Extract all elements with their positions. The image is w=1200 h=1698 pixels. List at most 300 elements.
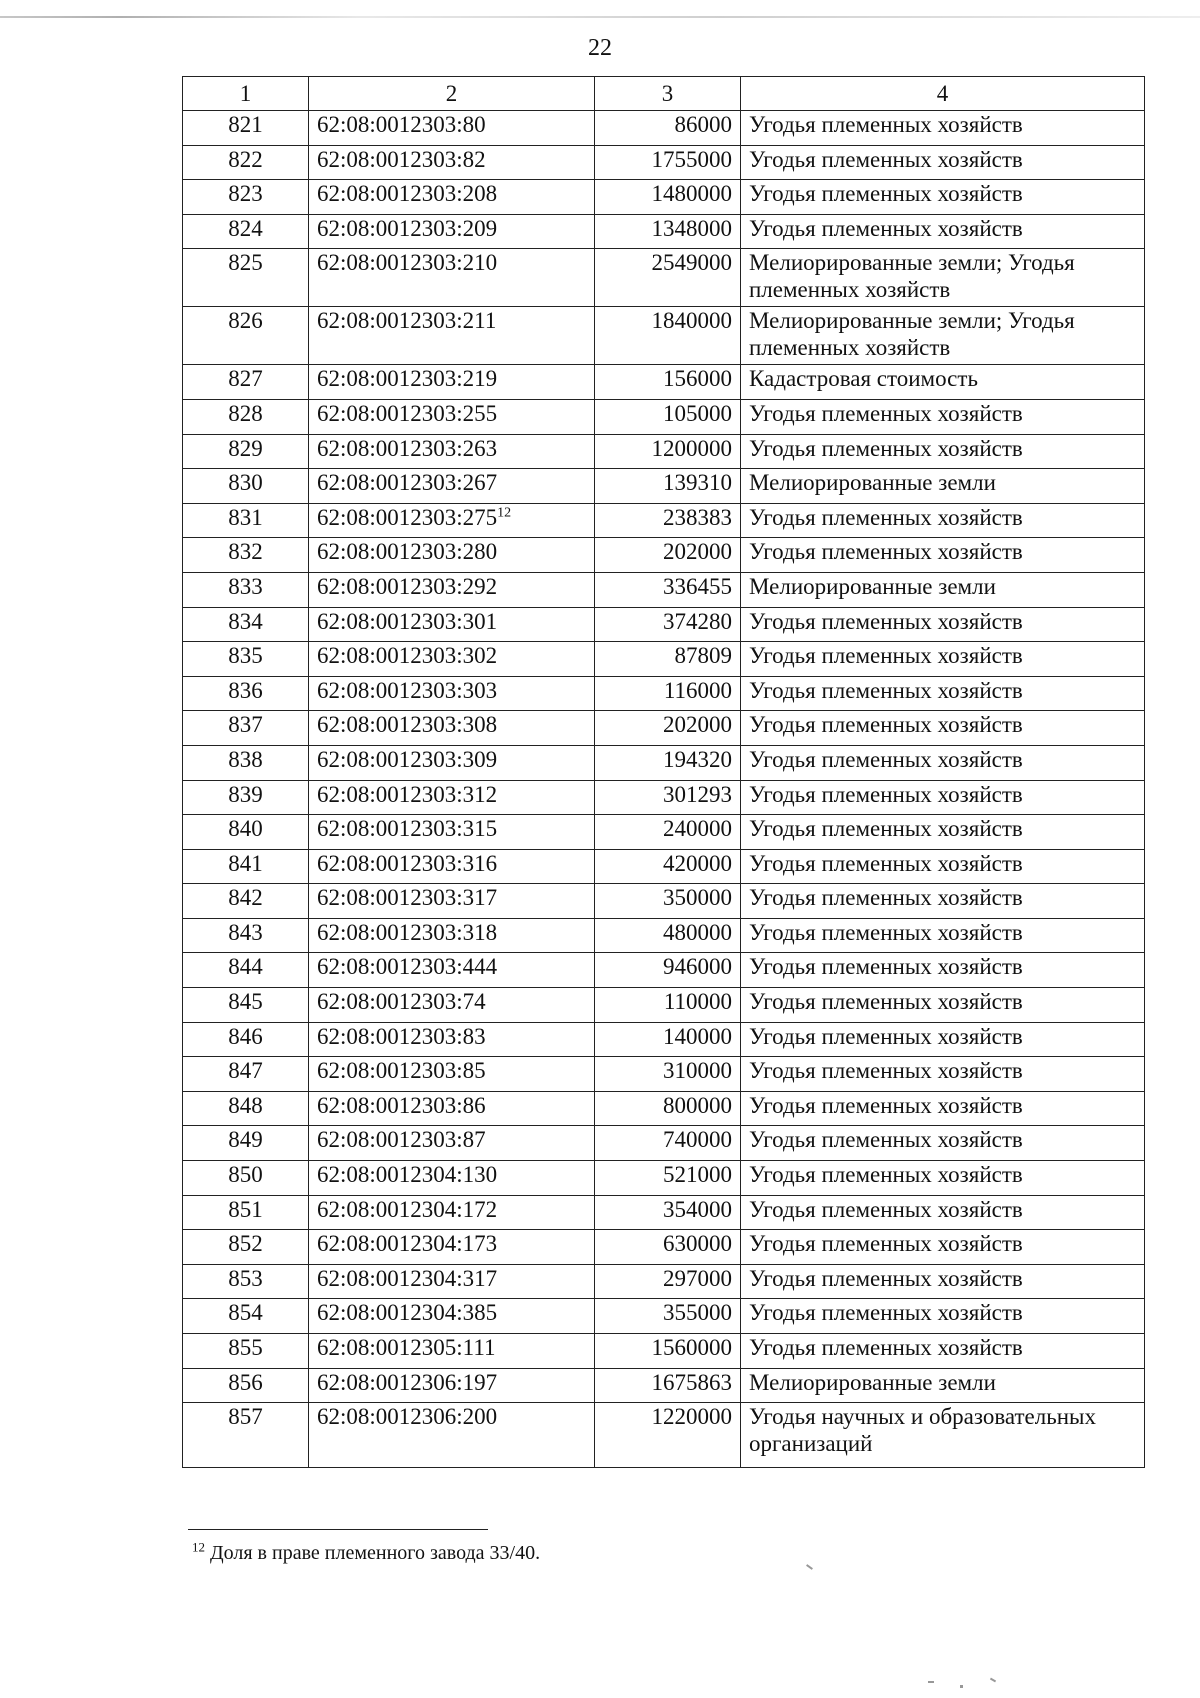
land-category bbox=[741, 918, 1145, 953]
cadastral-number bbox=[309, 676, 595, 711]
land-category-text: Угодья племенных хозяйств bbox=[749, 677, 1023, 703]
cadastral-number-text: 62:08:0012303:83 bbox=[317, 1023, 486, 1049]
land-category bbox=[741, 607, 1145, 642]
cadastral-number-text: 62:08:0012303:210 bbox=[317, 250, 498, 276]
cadastral-value-text: 105000 bbox=[663, 400, 732, 426]
cadastral-value bbox=[595, 918, 741, 953]
land-category-text: Угодья племенных хозяйств bbox=[749, 435, 1023, 461]
cadastral-value bbox=[595, 1230, 741, 1265]
cadastral-number-text: 62:08:0012306:200 bbox=[317, 1404, 498, 1430]
row-number bbox=[183, 711, 309, 746]
cadastral-value bbox=[595, 249, 741, 307]
table-body bbox=[183, 111, 1145, 1468]
page-number: 22 bbox=[588, 35, 612, 61]
cadastral-number bbox=[309, 434, 595, 469]
row-number-text: 844 bbox=[228, 954, 263, 980]
land-category bbox=[741, 884, 1145, 919]
cadastral-number bbox=[309, 249, 595, 307]
row-number-text: 821 bbox=[228, 112, 263, 137]
cadastral-number-text: 62:08:0012303:280 bbox=[317, 539, 498, 565]
cadastral-number bbox=[309, 1161, 595, 1196]
scan-speck bbox=[990, 1678, 996, 1683]
cadastral-value-text: 374280 bbox=[663, 608, 732, 634]
cadastral-value bbox=[595, 676, 741, 711]
land-category bbox=[741, 1091, 1145, 1126]
cadastral-number-text: 62:08:0012303:80 bbox=[317, 112, 486, 137]
row-number-text: 848 bbox=[228, 1092, 263, 1118]
cadastral-value-text: 630000 bbox=[663, 1231, 732, 1257]
cadastral-value bbox=[595, 953, 741, 988]
cadastral-value-text: 139310 bbox=[663, 470, 732, 496]
table-row bbox=[183, 307, 1145, 365]
footnote-text: Доля в праве племенного завода 33/40. bbox=[205, 1542, 541, 1564]
land-category-text: Мелиорированные земли bbox=[749, 1369, 996, 1395]
cadastral-number-text: 62:08:0012303:82 bbox=[317, 146, 486, 172]
cadastral-value-text: 194320 bbox=[663, 746, 732, 772]
land-category-text: Угодья племенных хозяйств bbox=[749, 1127, 1023, 1153]
land-category bbox=[741, 745, 1145, 780]
cadastral-number-text: 62:08:0012303:309 bbox=[317, 746, 498, 772]
land-category-text: Угодья племенных хозяйств bbox=[749, 781, 1023, 807]
table-row bbox=[183, 1161, 1145, 1196]
cadastral-value bbox=[595, 1057, 741, 1092]
row-number bbox=[183, 180, 309, 215]
row-number-text: 837 bbox=[228, 712, 263, 738]
cadastral-number bbox=[309, 607, 595, 642]
table-row bbox=[183, 399, 1145, 434]
land-category bbox=[741, 642, 1145, 677]
land-category-text: Угодья племенных хозяйств bbox=[749, 850, 1023, 876]
cadastral-number bbox=[309, 884, 595, 919]
cadastral-value-text: 1200000 bbox=[651, 435, 732, 461]
land-category bbox=[741, 1195, 1145, 1230]
table-row bbox=[183, 365, 1145, 400]
cadastral-value-text: 800000 bbox=[663, 1092, 732, 1118]
table-row bbox=[183, 918, 1145, 953]
land-category bbox=[741, 1126, 1145, 1161]
scan-speck bbox=[806, 1564, 813, 1570]
cadastral-value-text: 202000 bbox=[663, 539, 732, 565]
land-category-text: Угодья племенных хозяйств bbox=[749, 1265, 1023, 1291]
cadastral-value-text: 238383 bbox=[663, 504, 732, 530]
cadastral-value bbox=[595, 307, 741, 365]
row-number-text: 841 bbox=[228, 850, 263, 876]
land-category-text: Угодья племенных хозяйств bbox=[749, 1058, 1023, 1084]
cadastral-number-text: 62:08:0012304:173 bbox=[317, 1231, 498, 1257]
cadastral-number bbox=[309, 1403, 595, 1468]
cadastral-value bbox=[595, 145, 741, 180]
cadastral-number-text: 62:08:0012303:87 bbox=[317, 1127, 486, 1153]
row-number bbox=[183, 676, 309, 711]
row-number bbox=[183, 469, 309, 504]
cadastral-value bbox=[595, 711, 741, 746]
row-number bbox=[183, 1022, 309, 1057]
cadastral-value bbox=[595, 572, 741, 607]
footnote-separator bbox=[188, 1529, 488, 1530]
row-number-text: 826 bbox=[228, 308, 263, 334]
cadastral-number-text: 62:08:0012303:263 bbox=[317, 435, 498, 461]
table-row bbox=[183, 1091, 1145, 1126]
land-category-text: Мелиорированные земли; Угодья племенных хозяйств bbox=[749, 308, 1075, 361]
cadastral-number-text: 62:08:0012303:303 bbox=[317, 677, 498, 703]
table-row bbox=[183, 1126, 1145, 1161]
row-number-text: 822 bbox=[228, 146, 263, 172]
land-category-text: Угодья племенных хозяйств bbox=[749, 146, 1023, 172]
cadastral-number bbox=[309, 1022, 595, 1057]
table-row bbox=[183, 1195, 1145, 1230]
cadastral-number bbox=[309, 1299, 595, 1334]
land-category bbox=[741, 1230, 1145, 1265]
land-category bbox=[741, 1057, 1145, 1092]
land-category-text: Мелиорированные земли; Угодья племенных хозяйств bbox=[749, 250, 1075, 303]
row-number bbox=[183, 111, 309, 146]
cadastral-value bbox=[595, 538, 741, 573]
land-category-text: Угодья племенных хозяйств bbox=[749, 885, 1023, 911]
row-number bbox=[183, 145, 309, 180]
land-category bbox=[741, 180, 1145, 215]
row-number-text: 830 bbox=[228, 470, 263, 496]
land-category-text: Угодья племенных хозяйств bbox=[749, 712, 1023, 738]
row-number-text: 835 bbox=[228, 643, 263, 669]
land-category bbox=[741, 111, 1145, 146]
cadastral-number-text: 62:08:0012303:308 bbox=[317, 712, 498, 738]
cadastral-value-text: 86000 bbox=[674, 112, 732, 137]
land-category-text: Угодья племенных хозяйств bbox=[749, 539, 1023, 565]
row-number bbox=[183, 1334, 309, 1369]
cadastral-value-text: 480000 bbox=[663, 919, 732, 945]
table-row bbox=[183, 1299, 1145, 1334]
cadastral-number bbox=[309, 1091, 595, 1126]
row-number-text: 843 bbox=[228, 919, 263, 945]
cadastral-number bbox=[309, 503, 595, 538]
land-category bbox=[741, 1022, 1145, 1057]
land-category bbox=[741, 676, 1145, 711]
land-category-text: Угодья племенных хозяйств bbox=[749, 1335, 1023, 1360]
cadastral-number bbox=[309, 307, 595, 365]
land-category-text: Угодья племенных хозяйств bbox=[749, 504, 1023, 530]
cadastral-number-text: 62:08:0012303:86 bbox=[317, 1092, 486, 1118]
cadastral-number-text: 62:08:0012303:219 bbox=[317, 366, 498, 392]
land-category bbox=[741, 780, 1145, 815]
row-number bbox=[183, 607, 309, 642]
cadastral-number-text: 62:08:0012304:130 bbox=[317, 1162, 498, 1188]
row-number-text: 828 bbox=[228, 400, 263, 426]
land-category-text: Мелиорированные земли bbox=[749, 470, 996, 496]
cadastral-value bbox=[595, 1403, 741, 1468]
land-category bbox=[741, 214, 1145, 249]
row-number bbox=[183, 1299, 309, 1334]
cadastral-value bbox=[595, 1091, 741, 1126]
row-number bbox=[183, 849, 309, 884]
table-row bbox=[183, 1022, 1145, 1057]
row-number-text: 838 bbox=[228, 746, 263, 772]
land-category-text: Угодья племенных хозяйств bbox=[749, 112, 1023, 137]
land-category bbox=[741, 1334, 1145, 1369]
cadastral-value-text: 521000 bbox=[663, 1162, 732, 1188]
row-number bbox=[183, 1403, 309, 1468]
row-number-text: 851 bbox=[228, 1196, 263, 1222]
table-row bbox=[183, 180, 1145, 215]
table-row bbox=[183, 249, 1145, 307]
cadastral-value bbox=[595, 745, 741, 780]
cadastral-number-text: 62:08:0012303:208 bbox=[317, 181, 498, 207]
row-number bbox=[183, 1264, 309, 1299]
cadastral-number bbox=[309, 849, 595, 884]
land-category bbox=[741, 1299, 1145, 1334]
scan-edge-line bbox=[0, 16, 1200, 18]
table-row bbox=[183, 1264, 1145, 1299]
land-category-text: Угодья племенных хозяйств bbox=[749, 1300, 1023, 1326]
footnote bbox=[192, 1540, 540, 1566]
cadastral-number-text: 62:08:0012303:74 bbox=[317, 989, 486, 1015]
row-number bbox=[183, 249, 309, 307]
cadastral-number-text: 62:08:0012303:302 bbox=[317, 643, 498, 669]
table-row bbox=[183, 1368, 1145, 1403]
cadastral-number-text: 62:08:0012303:301 bbox=[317, 608, 498, 634]
land-category-text: Угодья племенных хозяйств bbox=[749, 608, 1023, 634]
cadastral-number bbox=[309, 780, 595, 815]
cadastral-value-text: 116000 bbox=[663, 677, 732, 703]
table-row bbox=[183, 953, 1145, 988]
cadastral-number bbox=[309, 745, 595, 780]
row-number-text: 846 bbox=[228, 1023, 263, 1049]
cadastral-value bbox=[595, 1334, 741, 1369]
cadastral-value-text: 946000 bbox=[663, 954, 732, 980]
column-header-1: 1 bbox=[183, 77, 309, 111]
land-category-text: Кадастровая стоимость bbox=[749, 366, 978, 392]
row-number-text: 823 bbox=[228, 181, 263, 207]
row-number bbox=[183, 815, 309, 850]
row-number-text: 824 bbox=[228, 215, 263, 241]
cadastral-number bbox=[309, 1368, 595, 1403]
cadastral-value-text: 297000 bbox=[663, 1265, 732, 1291]
cadastral-value-text: 156000 bbox=[663, 366, 732, 392]
cadastral-value-text: 1675863 bbox=[651, 1369, 732, 1395]
row-number-text: 825 bbox=[228, 250, 263, 276]
cadastral-number-text: 62:08:0012303:318 bbox=[317, 919, 498, 945]
cadastral-value-text: 1560000 bbox=[651, 1335, 732, 1360]
cadastral-number bbox=[309, 953, 595, 988]
cadastral-value bbox=[595, 365, 741, 400]
table-row bbox=[183, 434, 1145, 469]
land-category bbox=[741, 711, 1145, 746]
cadastral-number-text: 62:08:0012305:111 bbox=[317, 1335, 496, 1360]
cadastral-number bbox=[309, 918, 595, 953]
row-number bbox=[183, 988, 309, 1023]
land-category-text: Угодья племенных хозяйств bbox=[749, 746, 1023, 772]
cadastral-value bbox=[595, 1161, 741, 1196]
cadastral-value bbox=[595, 1195, 741, 1230]
cadastral-value bbox=[595, 1299, 741, 1334]
cadastral-value-text: 240000 bbox=[663, 816, 732, 842]
land-category-text: Угодья племенных хозяйств bbox=[749, 1023, 1023, 1049]
cadastral-number-text: 62:08:0012304:317 bbox=[317, 1265, 498, 1291]
row-number bbox=[183, 365, 309, 400]
table-row bbox=[183, 849, 1145, 884]
row-number-text: 829 bbox=[228, 435, 263, 461]
cadastral-number bbox=[309, 469, 595, 504]
row-number bbox=[183, 780, 309, 815]
cadastral-number-text: 62:08:0012303:315 bbox=[317, 816, 498, 842]
row-number-text: 856 bbox=[228, 1369, 263, 1395]
land-category-text: Угодья племенных хозяйств bbox=[749, 643, 1023, 669]
row-number bbox=[183, 1230, 309, 1265]
row-number-text: 853 bbox=[228, 1265, 263, 1291]
cadastral-value bbox=[595, 1126, 741, 1161]
cadastral-value bbox=[595, 607, 741, 642]
table-row bbox=[183, 607, 1145, 642]
column-header-3: 3 bbox=[595, 77, 741, 111]
cadastral-number bbox=[309, 145, 595, 180]
cadastral-number-text: 62:08:0012304:385 bbox=[317, 1300, 498, 1326]
row-number bbox=[183, 1126, 309, 1161]
cadastral-value-text: 355000 bbox=[663, 1300, 732, 1326]
cadastral-number bbox=[309, 1195, 595, 1230]
cadastral-number bbox=[309, 711, 595, 746]
column-header-2: 2 bbox=[309, 77, 595, 111]
land-category-text: Угодья племенных хозяйств bbox=[749, 989, 1023, 1015]
cadastral-number-text: 62:08:0012303:292 bbox=[317, 573, 498, 599]
row-number bbox=[183, 1091, 309, 1126]
cadastral-value bbox=[595, 111, 741, 146]
table-row bbox=[183, 1057, 1145, 1092]
row-number-text: 847 bbox=[228, 1058, 263, 1084]
cadastral-number-text: 62:08:0012306:197 bbox=[317, 1369, 498, 1395]
cadastral-value-text: 1755000 bbox=[651, 146, 732, 172]
row-number bbox=[183, 884, 309, 919]
land-category bbox=[741, 399, 1145, 434]
table-header-row bbox=[183, 77, 1145, 111]
cadastral-number-text: 62:08:0012303:255 bbox=[317, 400, 498, 426]
row-number-text: 827 bbox=[228, 366, 263, 392]
cadastral-value-text: 420000 bbox=[663, 850, 732, 876]
table-row bbox=[183, 503, 1145, 538]
table-row bbox=[183, 111, 1145, 146]
row-number bbox=[183, 1057, 309, 1092]
land-category bbox=[741, 988, 1145, 1023]
land-category bbox=[741, 1403, 1145, 1468]
row-number-text: 852 bbox=[228, 1231, 263, 1257]
cadastral-number bbox=[309, 642, 595, 677]
table-row bbox=[183, 1230, 1145, 1265]
row-number bbox=[183, 307, 309, 365]
land-category bbox=[741, 365, 1145, 400]
cadastral-value bbox=[595, 434, 741, 469]
land-category bbox=[741, 953, 1145, 988]
cadastral-value bbox=[595, 884, 741, 919]
row-number-text: 850 bbox=[228, 1162, 263, 1188]
cadastral-number bbox=[309, 538, 595, 573]
land-category bbox=[741, 469, 1145, 504]
cadastral-number bbox=[309, 214, 595, 249]
cadastral-value-text: 301293 bbox=[663, 781, 732, 807]
cadastral-value bbox=[595, 849, 741, 884]
row-number-text: 845 bbox=[228, 989, 263, 1015]
row-number bbox=[183, 642, 309, 677]
land-category bbox=[741, 849, 1145, 884]
row-number-text: 842 bbox=[228, 885, 263, 911]
cadastral-value bbox=[595, 642, 741, 677]
land-category-text: Угодья племенных хозяйств bbox=[749, 1092, 1023, 1118]
land-category-text: Угодья племенных хозяйств bbox=[749, 215, 1023, 241]
cadastral-value bbox=[595, 469, 741, 504]
table-row bbox=[183, 884, 1145, 919]
cadastral-number-text: 62:08:0012304:172 bbox=[317, 1196, 498, 1222]
land-category bbox=[741, 572, 1145, 607]
cadastral-value-text: 1480000 bbox=[651, 181, 732, 207]
cadastral-value-text: 140000 bbox=[663, 1023, 732, 1049]
table-row bbox=[183, 815, 1145, 850]
cadastral-number bbox=[309, 1264, 595, 1299]
land-category-text: Угодья племенных хозяйств bbox=[749, 919, 1023, 945]
cadastral-value-text: 2549000 bbox=[651, 250, 732, 276]
table-row bbox=[183, 572, 1145, 607]
row-number-text: 855 bbox=[228, 1335, 263, 1360]
cadastral-value bbox=[595, 988, 741, 1023]
cadastral-number bbox=[309, 399, 595, 434]
row-number-text: 833 bbox=[228, 573, 263, 599]
cadastral-number-text: 62:08:0012303:85 bbox=[317, 1058, 486, 1084]
land-category bbox=[741, 434, 1145, 469]
row-number bbox=[183, 1368, 309, 1403]
cadastral-value-text: 740000 bbox=[663, 1127, 732, 1153]
cadastral-value bbox=[595, 815, 741, 850]
land-category bbox=[741, 1368, 1145, 1403]
cadastral-value bbox=[595, 1022, 741, 1057]
row-number bbox=[183, 214, 309, 249]
cadastral-number bbox=[309, 365, 595, 400]
row-number-text: 840 bbox=[228, 816, 263, 842]
land-category-text: Угодья племенных хозяйств bbox=[749, 400, 1023, 426]
cadastral-value bbox=[595, 214, 741, 249]
cadastral-number bbox=[309, 180, 595, 215]
footnote-reference: 12 bbox=[497, 505, 512, 521]
cadastral-value-text: 110000 bbox=[663, 989, 732, 1015]
cadastral-number-text: 62:08:0012303:275 bbox=[317, 504, 498, 530]
land-category bbox=[741, 307, 1145, 365]
cadastral-number bbox=[309, 1126, 595, 1161]
row-number bbox=[183, 503, 309, 538]
cadastral-number-text: 62:08:0012303:317 bbox=[317, 885, 498, 911]
cadastral-number bbox=[309, 988, 595, 1023]
land-category bbox=[741, 815, 1145, 850]
table-row bbox=[183, 469, 1145, 504]
land-category-text: Угодья племенных хозяйств bbox=[749, 1196, 1023, 1222]
cadastral-number bbox=[309, 1230, 595, 1265]
table-row bbox=[183, 711, 1145, 746]
row-number bbox=[183, 399, 309, 434]
cadastral-value-text: 310000 bbox=[663, 1058, 732, 1084]
cadastral-number-text: 62:08:0012303:209 bbox=[317, 215, 498, 241]
cadastral-value bbox=[595, 399, 741, 434]
row-number bbox=[183, 538, 309, 573]
row-number bbox=[183, 953, 309, 988]
land-plot-table bbox=[182, 76, 1145, 1468]
land-category-text: Угодья научных и образовательных организаций bbox=[749, 1404, 1096, 1457]
scan-speck bbox=[928, 1681, 934, 1683]
land-category-text: Угодья племенных хозяйств bbox=[749, 1162, 1023, 1188]
row-number bbox=[183, 745, 309, 780]
cadastral-number bbox=[309, 1057, 595, 1092]
cadastral-number-text: 62:08:0012303:211 bbox=[317, 308, 497, 334]
cadastral-value-text: 1348000 bbox=[651, 215, 732, 241]
cadastral-number bbox=[309, 1334, 595, 1369]
land-category bbox=[741, 538, 1145, 573]
row-number bbox=[183, 434, 309, 469]
row-number bbox=[183, 1161, 309, 1196]
land-category bbox=[741, 503, 1145, 538]
table-row bbox=[183, 676, 1145, 711]
